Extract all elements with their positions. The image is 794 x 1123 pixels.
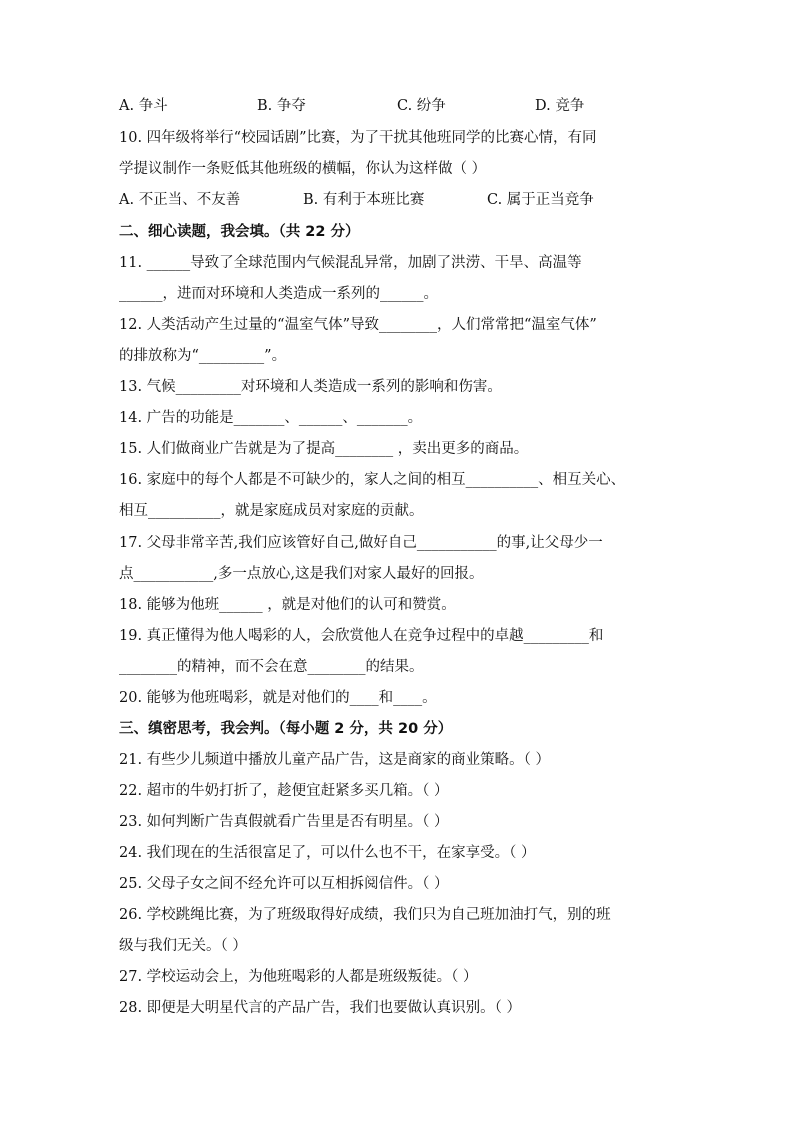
judge-line: 级与我们无关。（ ）: [119, 938, 247, 954]
fill-line: 18. 能够为他班______ ，就是对他们的认可和赞赏。: [119, 597, 456, 613]
section-3-title: 三、缜密思考，我会判。（每小题 2 分，共 20 分）: [119, 721, 453, 737]
q9-option-d: D. 竞争: [535, 98, 585, 114]
judge-line: 21. 有些少儿频道中播放儿童产品广告，这是商家的商业策略。（ ）: [119, 752, 551, 768]
q10-option-a: A. 不正当、不友善: [119, 192, 241, 208]
section-2-title: 二、细心读题，我会填。（共 22 分）: [119, 224, 360, 240]
fill-line: 13. 气候_________对环境和人类造成一系列的影响和伤害。: [119, 379, 502, 395]
judge-line: 22. 超市的牛奶打折了，趁便宜赶紧多买几箱。（ ）: [119, 783, 449, 799]
judge-line: 25. 父母子女之间不经允许可以互相拆阅信件。（ ）: [119, 876, 449, 892]
fill-line: 相互__________，就是家庭成员对家庭的贡献。: [119, 503, 424, 519]
fill-line: 点___________,多一点放心,这是我们对家人最好的回报。: [119, 566, 484, 582]
fill-line: 17. 父母非常辛苦,我们应该管好自己,做好自己___________的事,让父母少一: [119, 535, 603, 551]
q10-option-b: B. 有利于本班比赛: [303, 192, 425, 208]
judge-line: 23. 如何判断广告真假就看广告里是否有明星。（ ）: [119, 814, 449, 830]
q10-line-2: 学提议制作一条贬低其他班级的横幅，你认为这样做（ ）: [119, 161, 487, 177]
fill-line: 19. 真正懂得为他人喝彩的人，会欣赏他人在竞争过程中的卓越_________和: [119, 628, 604, 644]
judge-line: 28. 即便是大明星代言的产品广告，我们也要做认真识别。（ ）: [119, 1000, 522, 1016]
q10-line-1: 10. 四年级将举行“校园话剧”比赛，为了干扰其他班同学的比赛心情，有同: [119, 130, 597, 146]
fill-line: 的排放称为“_________”。: [119, 348, 287, 364]
q9-option-a: A. 争斗: [119, 98, 168, 114]
judge-line: 27. 学校运动会上，为他班喝彩的人都是班级叛徒。（ ）: [119, 969, 478, 985]
q9-option-b: B. 争夺: [257, 98, 306, 114]
fill-line: 16. 家庭中的每个人都是不可缺少的，家人之间的相互__________、相互关心、: [119, 472, 626, 488]
fill-line: 12. 人类活动产生过量的“温室气体”导致________，人们常常把“温室气体”: [119, 317, 597, 333]
fill-line: ________的精神，而不会在意________的结果。: [119, 659, 424, 675]
q9-option-c: C. 纷争: [397, 98, 446, 114]
fill-line: 15. 人们做商业广告就是为了提高________ ，卖出更多的商品。: [119, 441, 529, 457]
fill-line: 14. 广告的功能是_______、______、_______。: [119, 410, 423, 426]
fill-line: ______，进而对环境和人类造成一系列的______。: [119, 286, 438, 302]
q10-option-c: C. 属于正当竞争: [487, 192, 594, 208]
fill-line: 20. 能够为他班喝彩，就是对他们的____和____。: [119, 690, 437, 706]
judge-line: 24. 我们现在的生活很富足了，可以什么也不干，在家享受。（ ）: [119, 845, 536, 861]
fill-line: 11. ______导致了全球范围内气候混乱异常，加剧了洪涝、干旱、高温等: [119, 255, 582, 271]
judge-line: 26. 学校跳绳比赛，为了班级取得好成绩，我们只为自己班加油打气，别的班: [119, 907, 611, 923]
